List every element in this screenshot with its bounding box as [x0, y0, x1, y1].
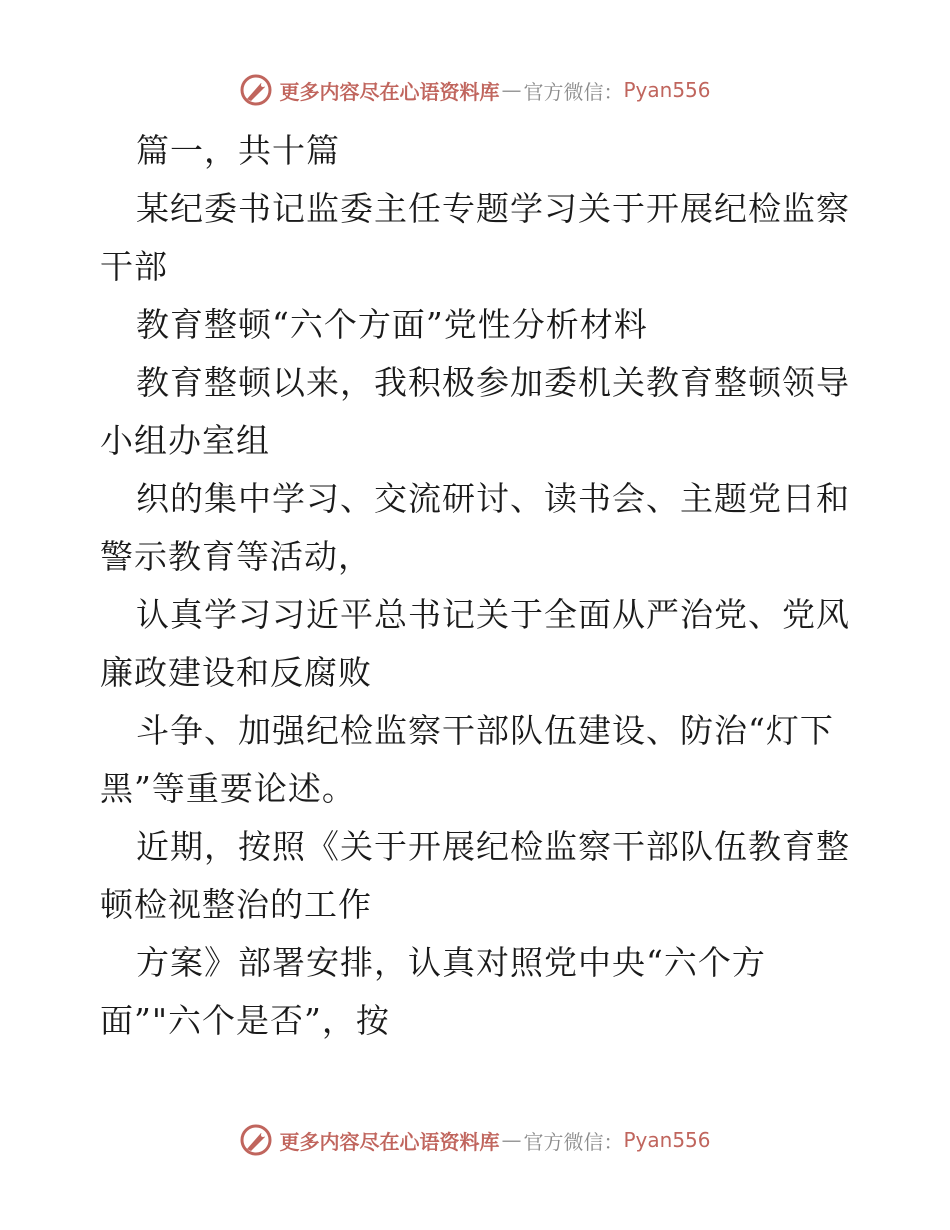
- doc-line-2: 某纪委书记监委主任专题学习关于开展纪检监察: [136, 189, 850, 228]
- watermark-dash: —: [501, 1128, 522, 1152]
- doc-line-5: 教育整顿以来，我积极参加委机关教育整顿领导: [136, 363, 850, 402]
- watermark-wechat-label: 官方微信：: [523, 1129, 624, 1154]
- doc-line-10: 廉政建设和反腐败: [100, 653, 372, 692]
- doc-line-8: 警示教育等活动，: [100, 537, 372, 576]
- header-watermark: [0, 70, 950, 110]
- watermark-wechat-id: Pyan556: [623, 1128, 711, 1152]
- doc-line-14: 顿检视整治的工作: [100, 885, 372, 924]
- doc-line-4: 教育整顿“六个方面”党性分析材料: [136, 305, 648, 344]
- watermark-wechat-label: 官方微信：: [523, 79, 624, 104]
- doc-line-6: 小组办室组: [100, 421, 270, 460]
- watermark-site: 更多内容尽在心语资料库: [279, 1129, 500, 1154]
- pen-logo-icon: [239, 73, 273, 107]
- doc-line-15: 方案》部署安排，认真对照党中央“六个方: [136, 943, 766, 982]
- doc-line-16: 面”"六个是否”，按: [100, 1001, 390, 1040]
- watermark-site: 更多内容尽在心语资料库: [279, 79, 500, 104]
- watermark-wechat-id: Pyan556: [623, 78, 711, 102]
- doc-line-1: 篇一，共十篇: [136, 131, 340, 170]
- watermark-dash: —: [501, 78, 522, 102]
- pen-logo-icon: [239, 1123, 273, 1157]
- doc-line-9: 认真学习习近平总书记关于全面从严治党、党风: [136, 595, 850, 634]
- doc-line-7: 织的集中学习、交流研讨、读书会、主题党日和: [136, 479, 850, 518]
- footer-watermark: [0, 1120, 950, 1160]
- doc-line-3: 干部: [100, 247, 168, 286]
- doc-line-13: 近期，按照《关于开展纪检监察干部队伍教育整: [136, 827, 850, 866]
- doc-line-11: 斗争、加强纪检监察干部队伍建设、防治“灯下: [136, 711, 834, 750]
- document-body: [100, 122, 860, 1050]
- doc-line-12: 黑”等重要论述。: [100, 769, 356, 808]
